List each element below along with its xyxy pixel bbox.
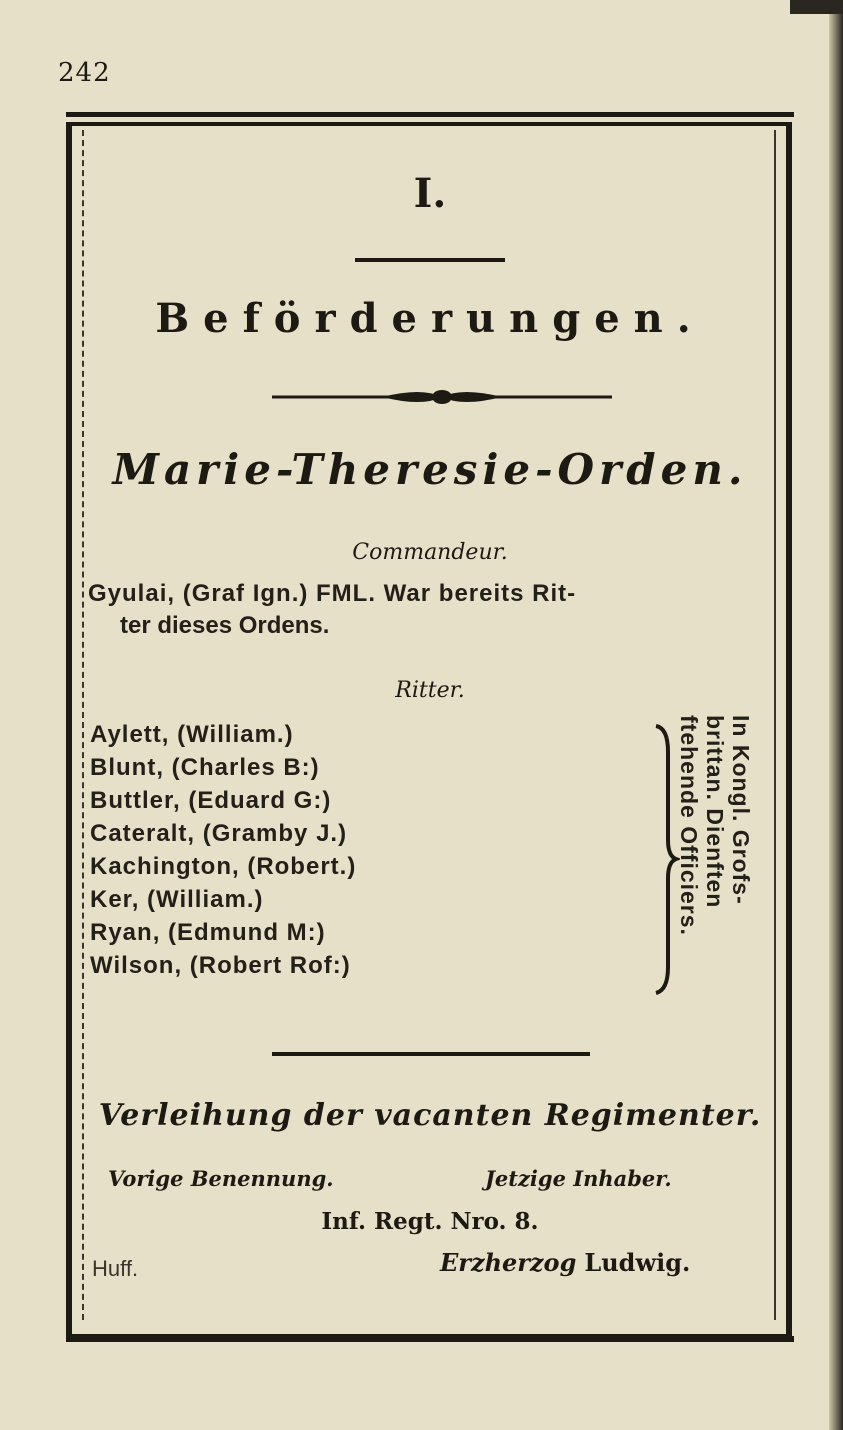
divider-mid <box>272 1052 590 1056</box>
regiment-label: Inf. Regt. Nro. 8. <box>321 1208 539 1235</box>
column-header-current: Jetzige Inhaber. <box>485 1166 672 1191</box>
ritter-heading: Ritter. <box>395 678 465 703</box>
list-item: Wilson, (Robert Rof:) <box>90 952 351 979</box>
side-note-line: In Kongl. Grofs- <box>728 715 754 905</box>
current-owner-prefix: Erzherzog <box>440 1248 577 1277</box>
verleihung-heading: Verleihung der vacanten Regimenter. <box>98 1098 762 1133</box>
divider-short <box>355 258 505 262</box>
order-name: Marie-Theresie-Orden. <box>112 445 748 494</box>
bottom-rule <box>66 1336 794 1342</box>
section-number: I. <box>413 170 447 217</box>
page-edge-shadow-top <box>790 0 843 14</box>
list-item: Aylett, (William.) <box>90 721 294 748</box>
list-item: Cateralt, (Gramby J.) <box>90 820 348 847</box>
page-edge-shadow <box>829 0 843 1430</box>
page-number: 242 <box>58 58 111 88</box>
previous-owner: Huff. <box>92 1256 139 1281</box>
commandeur-heading: Commandeur. <box>352 540 508 565</box>
list-item: Kachington, (Robert.) <box>90 853 357 880</box>
ritter-list <box>90 718 356 982</box>
commandeur-line-2: ter dieses Ordens. <box>120 612 330 639</box>
current-owner <box>440 1248 690 1277</box>
list-item: Blunt, (Charles B:) <box>90 754 320 781</box>
ornament-divider <box>272 382 612 412</box>
page-title: Beförderungen. <box>155 295 705 342</box>
list-item: Ryan, (Edmund M:) <box>90 919 326 946</box>
current-owner-name: Ludwig. <box>584 1248 691 1277</box>
list-item: Ker, (William.) <box>90 886 264 913</box>
commandeur-line-1: Gyulai, (Graf Ign.) FML. War bereits Rit- <box>88 580 577 607</box>
top-rule <box>66 112 794 117</box>
side-note <box>676 715 754 1005</box>
side-note-line: brittan. Dienften <box>702 715 728 909</box>
list-item: Buttler, (Eduard G:) <box>90 787 332 814</box>
side-note-line: ftehende Officiers. <box>676 715 702 936</box>
column-header-previous: Vorige Benennung. <box>108 1166 334 1191</box>
